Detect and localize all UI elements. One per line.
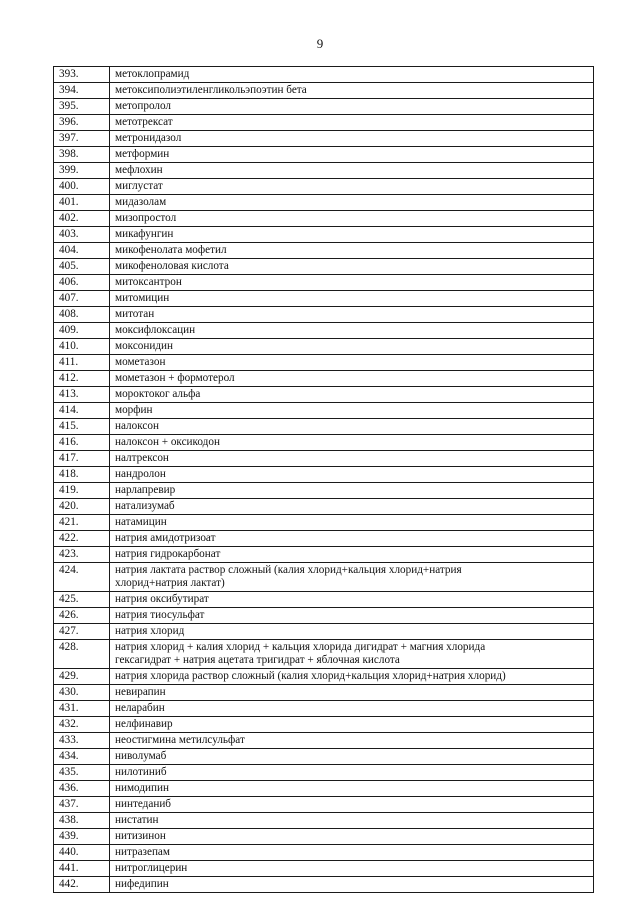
table-row bbox=[54, 669, 594, 685]
row-number: 429. bbox=[54, 669, 110, 685]
table-row bbox=[54, 733, 594, 749]
drug-name bbox=[110, 701, 594, 717]
table-row bbox=[54, 701, 594, 717]
table-row bbox=[54, 339, 594, 355]
row-number: 394. bbox=[54, 83, 110, 99]
row-number: 414. bbox=[54, 403, 110, 419]
drug-name-line: натамицин bbox=[115, 516, 167, 528]
drug-name-line: натрия хлорида раствор сложный (калия хлорид+кальция хлорид+натрия хлорид) bbox=[115, 670, 506, 682]
drug-name bbox=[110, 640, 594, 669]
table-row bbox=[54, 547, 594, 563]
row-number: 436. bbox=[54, 781, 110, 797]
drug-name bbox=[110, 749, 594, 765]
drug-name bbox=[110, 845, 594, 861]
row-number: 441. bbox=[54, 861, 110, 877]
table-row bbox=[54, 67, 594, 83]
table-row bbox=[54, 147, 594, 163]
drug-name-line: моксонидин bbox=[115, 340, 174, 352]
drug-name bbox=[110, 131, 594, 147]
table-row bbox=[54, 259, 594, 275]
drug-name-line: нимодипин bbox=[115, 782, 169, 794]
drug-name bbox=[110, 115, 594, 131]
drug-name-line: налтрексон bbox=[115, 452, 169, 464]
drug-name bbox=[110, 419, 594, 435]
table-row bbox=[54, 211, 594, 227]
drug-name-line: нитизинон bbox=[115, 830, 166, 842]
drug-name-line: гексагидрат + натрия ацетата тригидрат + яблочная кислота bbox=[115, 654, 400, 666]
row-number: 440. bbox=[54, 845, 110, 861]
drug-name-line: мороктоког альфа bbox=[115, 388, 201, 400]
row-number: 419. bbox=[54, 483, 110, 499]
table-row bbox=[54, 861, 594, 877]
drug-name-line: натрия гидрокарбонат bbox=[115, 548, 221, 560]
drug-name-line: натрия оксибутират bbox=[115, 593, 209, 605]
drug-name-line: нифедипин bbox=[115, 878, 169, 890]
table-row bbox=[54, 845, 594, 861]
drug-name-line: метформин bbox=[115, 148, 170, 160]
drug-name-line: микофеноловая кислота bbox=[115, 260, 229, 272]
drug-name bbox=[110, 195, 594, 211]
table-row bbox=[54, 435, 594, 451]
row-number: 396. bbox=[54, 115, 110, 131]
table-row bbox=[54, 451, 594, 467]
drug-name-line: метоклопрамид bbox=[115, 68, 190, 80]
drug-name-line: натрия хлорид + калия хлорид + кальция хлорида дигидрат + магния хлорида bbox=[115, 641, 486, 653]
row-number: 413. bbox=[54, 387, 110, 403]
drug-name bbox=[110, 435, 594, 451]
drug-name bbox=[110, 243, 594, 259]
drug-name bbox=[110, 483, 594, 499]
drug-name-line: хлорид+натрия лактат) bbox=[115, 577, 225, 589]
table-row bbox=[54, 419, 594, 435]
drug-name-line: нитроглицерин bbox=[115, 862, 188, 874]
table-row bbox=[54, 563, 594, 592]
drug-name-line: ниволумаб bbox=[115, 750, 167, 762]
table-row bbox=[54, 323, 594, 339]
row-number: 410. bbox=[54, 339, 110, 355]
drug-name-line: натализумаб bbox=[115, 500, 175, 512]
table-row bbox=[54, 115, 594, 131]
row-number: 404. bbox=[54, 243, 110, 259]
table-row bbox=[54, 813, 594, 829]
row-number: 422. bbox=[54, 531, 110, 547]
row-number: 418. bbox=[54, 467, 110, 483]
row-number: 402. bbox=[54, 211, 110, 227]
row-number: 433. bbox=[54, 733, 110, 749]
row-number: 395. bbox=[54, 99, 110, 115]
drug-name bbox=[110, 291, 594, 307]
drug-name bbox=[110, 179, 594, 195]
drug-name-line: морфин bbox=[115, 404, 153, 416]
row-number: 428. bbox=[54, 640, 110, 669]
drug-name-line: невирапин bbox=[115, 686, 166, 698]
drug-name-line: метопролол bbox=[115, 100, 172, 112]
table-row bbox=[54, 685, 594, 701]
table-row bbox=[54, 781, 594, 797]
row-number: 431. bbox=[54, 701, 110, 717]
table-row bbox=[54, 195, 594, 211]
table-row bbox=[54, 877, 594, 893]
row-number: 417. bbox=[54, 451, 110, 467]
drug-name bbox=[110, 467, 594, 483]
table-row bbox=[54, 624, 594, 640]
table-row bbox=[54, 403, 594, 419]
drug-name-line: нандролон bbox=[115, 468, 166, 480]
drug-name bbox=[110, 547, 594, 563]
drug-name bbox=[110, 163, 594, 179]
drug-name-line: натрия тиосульфат bbox=[115, 609, 205, 621]
drug-name bbox=[110, 355, 594, 371]
drug-name bbox=[110, 83, 594, 99]
table-row bbox=[54, 499, 594, 515]
drug-name-line: нарлапревир bbox=[115, 484, 176, 496]
row-number: 393. bbox=[54, 67, 110, 83]
table-row bbox=[54, 717, 594, 733]
row-number: 397. bbox=[54, 131, 110, 147]
table-row bbox=[54, 179, 594, 195]
drug-name bbox=[110, 67, 594, 83]
drug-name-line: неостигмина метилсульфат bbox=[115, 734, 245, 746]
row-number: 439. bbox=[54, 829, 110, 845]
drug-name bbox=[110, 339, 594, 355]
table-row bbox=[54, 765, 594, 781]
row-number: 425. bbox=[54, 592, 110, 608]
drug-name bbox=[110, 829, 594, 845]
drug-name-line: нелфинавир bbox=[115, 718, 173, 730]
row-number: 406. bbox=[54, 275, 110, 291]
drug-name bbox=[110, 531, 594, 547]
table-row bbox=[54, 99, 594, 115]
drug-name bbox=[110, 307, 594, 323]
row-number: 442. bbox=[54, 877, 110, 893]
table-row bbox=[54, 163, 594, 179]
drug-name-line: митомицин bbox=[115, 292, 170, 304]
drug-name bbox=[110, 99, 594, 115]
drug-name bbox=[110, 211, 594, 227]
row-number: 398. bbox=[54, 147, 110, 163]
drug-name-line: миглустат bbox=[115, 180, 163, 192]
row-number: 434. bbox=[54, 749, 110, 765]
drug-name bbox=[110, 685, 594, 701]
row-number: 399. bbox=[54, 163, 110, 179]
drug-name bbox=[110, 781, 594, 797]
row-number: 408. bbox=[54, 307, 110, 323]
drug-name bbox=[110, 733, 594, 749]
drug-name bbox=[110, 813, 594, 829]
drug-name-line: нистатин bbox=[115, 814, 159, 826]
table-row bbox=[54, 387, 594, 403]
drug-name bbox=[110, 275, 594, 291]
drug-name bbox=[110, 877, 594, 893]
table-row bbox=[54, 371, 594, 387]
row-number: 401. bbox=[54, 195, 110, 211]
drug-name bbox=[110, 371, 594, 387]
row-number: 435. bbox=[54, 765, 110, 781]
drug-name-line: микофенолата мофетил bbox=[115, 244, 227, 256]
drug-name-line: нилотиниб bbox=[115, 766, 167, 778]
drug-name bbox=[110, 451, 594, 467]
row-number: 416. bbox=[54, 435, 110, 451]
table-row bbox=[54, 797, 594, 813]
drug-name-line: метоксиполиэтиленгликольэпоэтин бета bbox=[115, 84, 307, 96]
drug-name-line: нинтеданиб bbox=[115, 798, 171, 810]
drug-name bbox=[110, 608, 594, 624]
drug-name-line: митоксантрон bbox=[115, 276, 182, 288]
row-number: 409. bbox=[54, 323, 110, 339]
row-number: 420. bbox=[54, 499, 110, 515]
drug-name-line: мидазолам bbox=[115, 196, 167, 208]
drug-name bbox=[110, 624, 594, 640]
drug-name-line: мефлохин bbox=[115, 164, 163, 176]
drug-name-line: нитразепам bbox=[115, 846, 170, 858]
table-row bbox=[54, 608, 594, 624]
drug-name-line: натрия лактата раствор сложный (калия хлорид+кальция хлорид+натрия bbox=[115, 564, 462, 576]
drug-name bbox=[110, 861, 594, 877]
drug-name-line: натрия амидотризоат bbox=[115, 532, 216, 544]
drug-name bbox=[110, 797, 594, 813]
table-row bbox=[54, 749, 594, 765]
drug-name bbox=[110, 387, 594, 403]
drug-list-body bbox=[54, 67, 594, 893]
drug-name-line: микафунгин bbox=[115, 228, 174, 240]
table-row bbox=[54, 275, 594, 291]
drug-name bbox=[110, 323, 594, 339]
drug-name bbox=[110, 227, 594, 243]
row-number: 432. bbox=[54, 717, 110, 733]
row-number: 423. bbox=[54, 547, 110, 563]
drug-name bbox=[110, 403, 594, 419]
row-number: 400. bbox=[54, 179, 110, 195]
table-row bbox=[54, 291, 594, 307]
drug-name bbox=[110, 563, 594, 592]
row-number: 426. bbox=[54, 608, 110, 624]
drug-name bbox=[110, 717, 594, 733]
row-number: 411. bbox=[54, 355, 110, 371]
drug-name-line: налоксон bbox=[115, 420, 159, 432]
row-number: 415. bbox=[54, 419, 110, 435]
drug-name bbox=[110, 499, 594, 515]
table-row bbox=[54, 467, 594, 483]
drug-name-line: метронидазол bbox=[115, 132, 182, 144]
drug-name bbox=[110, 592, 594, 608]
drug-name bbox=[110, 147, 594, 163]
drug-list-table bbox=[53, 66, 594, 893]
row-number: 427. bbox=[54, 624, 110, 640]
table-row bbox=[54, 531, 594, 547]
table-row bbox=[54, 515, 594, 531]
row-number: 424. bbox=[54, 563, 110, 592]
drug-name-line: моксифлоксацин bbox=[115, 324, 196, 336]
drug-name-line: метотрексат bbox=[115, 116, 173, 128]
drug-name-line: митотан bbox=[115, 308, 155, 320]
table-row bbox=[54, 592, 594, 608]
row-number: 437. bbox=[54, 797, 110, 813]
table-row bbox=[54, 307, 594, 323]
row-number: 405. bbox=[54, 259, 110, 275]
table-row bbox=[54, 83, 594, 99]
table-row bbox=[54, 131, 594, 147]
drug-name-line: мизопростол bbox=[115, 212, 177, 224]
drug-name bbox=[110, 669, 594, 685]
drug-name-line: натрия хлорид bbox=[115, 625, 185, 637]
row-number: 421. bbox=[54, 515, 110, 531]
table-row bbox=[54, 227, 594, 243]
drug-name-line: неларабин bbox=[115, 702, 165, 714]
drug-name bbox=[110, 259, 594, 275]
row-number: 412. bbox=[54, 371, 110, 387]
row-number: 403. bbox=[54, 227, 110, 243]
drug-name bbox=[110, 765, 594, 781]
drug-name-line: мометазон + формотерол bbox=[115, 372, 235, 384]
drug-name-line: мометазон bbox=[115, 356, 166, 368]
table-row bbox=[54, 355, 594, 371]
page-number: 9 bbox=[316, 36, 324, 51]
row-number: 438. bbox=[54, 813, 110, 829]
table-row bbox=[54, 829, 594, 845]
table-row bbox=[54, 640, 594, 669]
table-row bbox=[54, 483, 594, 499]
drug-name-line: налоксон + оксикодон bbox=[115, 436, 220, 448]
row-number: 430. bbox=[54, 685, 110, 701]
table-row bbox=[54, 243, 594, 259]
drug-name bbox=[110, 515, 594, 531]
row-number: 407. bbox=[54, 291, 110, 307]
